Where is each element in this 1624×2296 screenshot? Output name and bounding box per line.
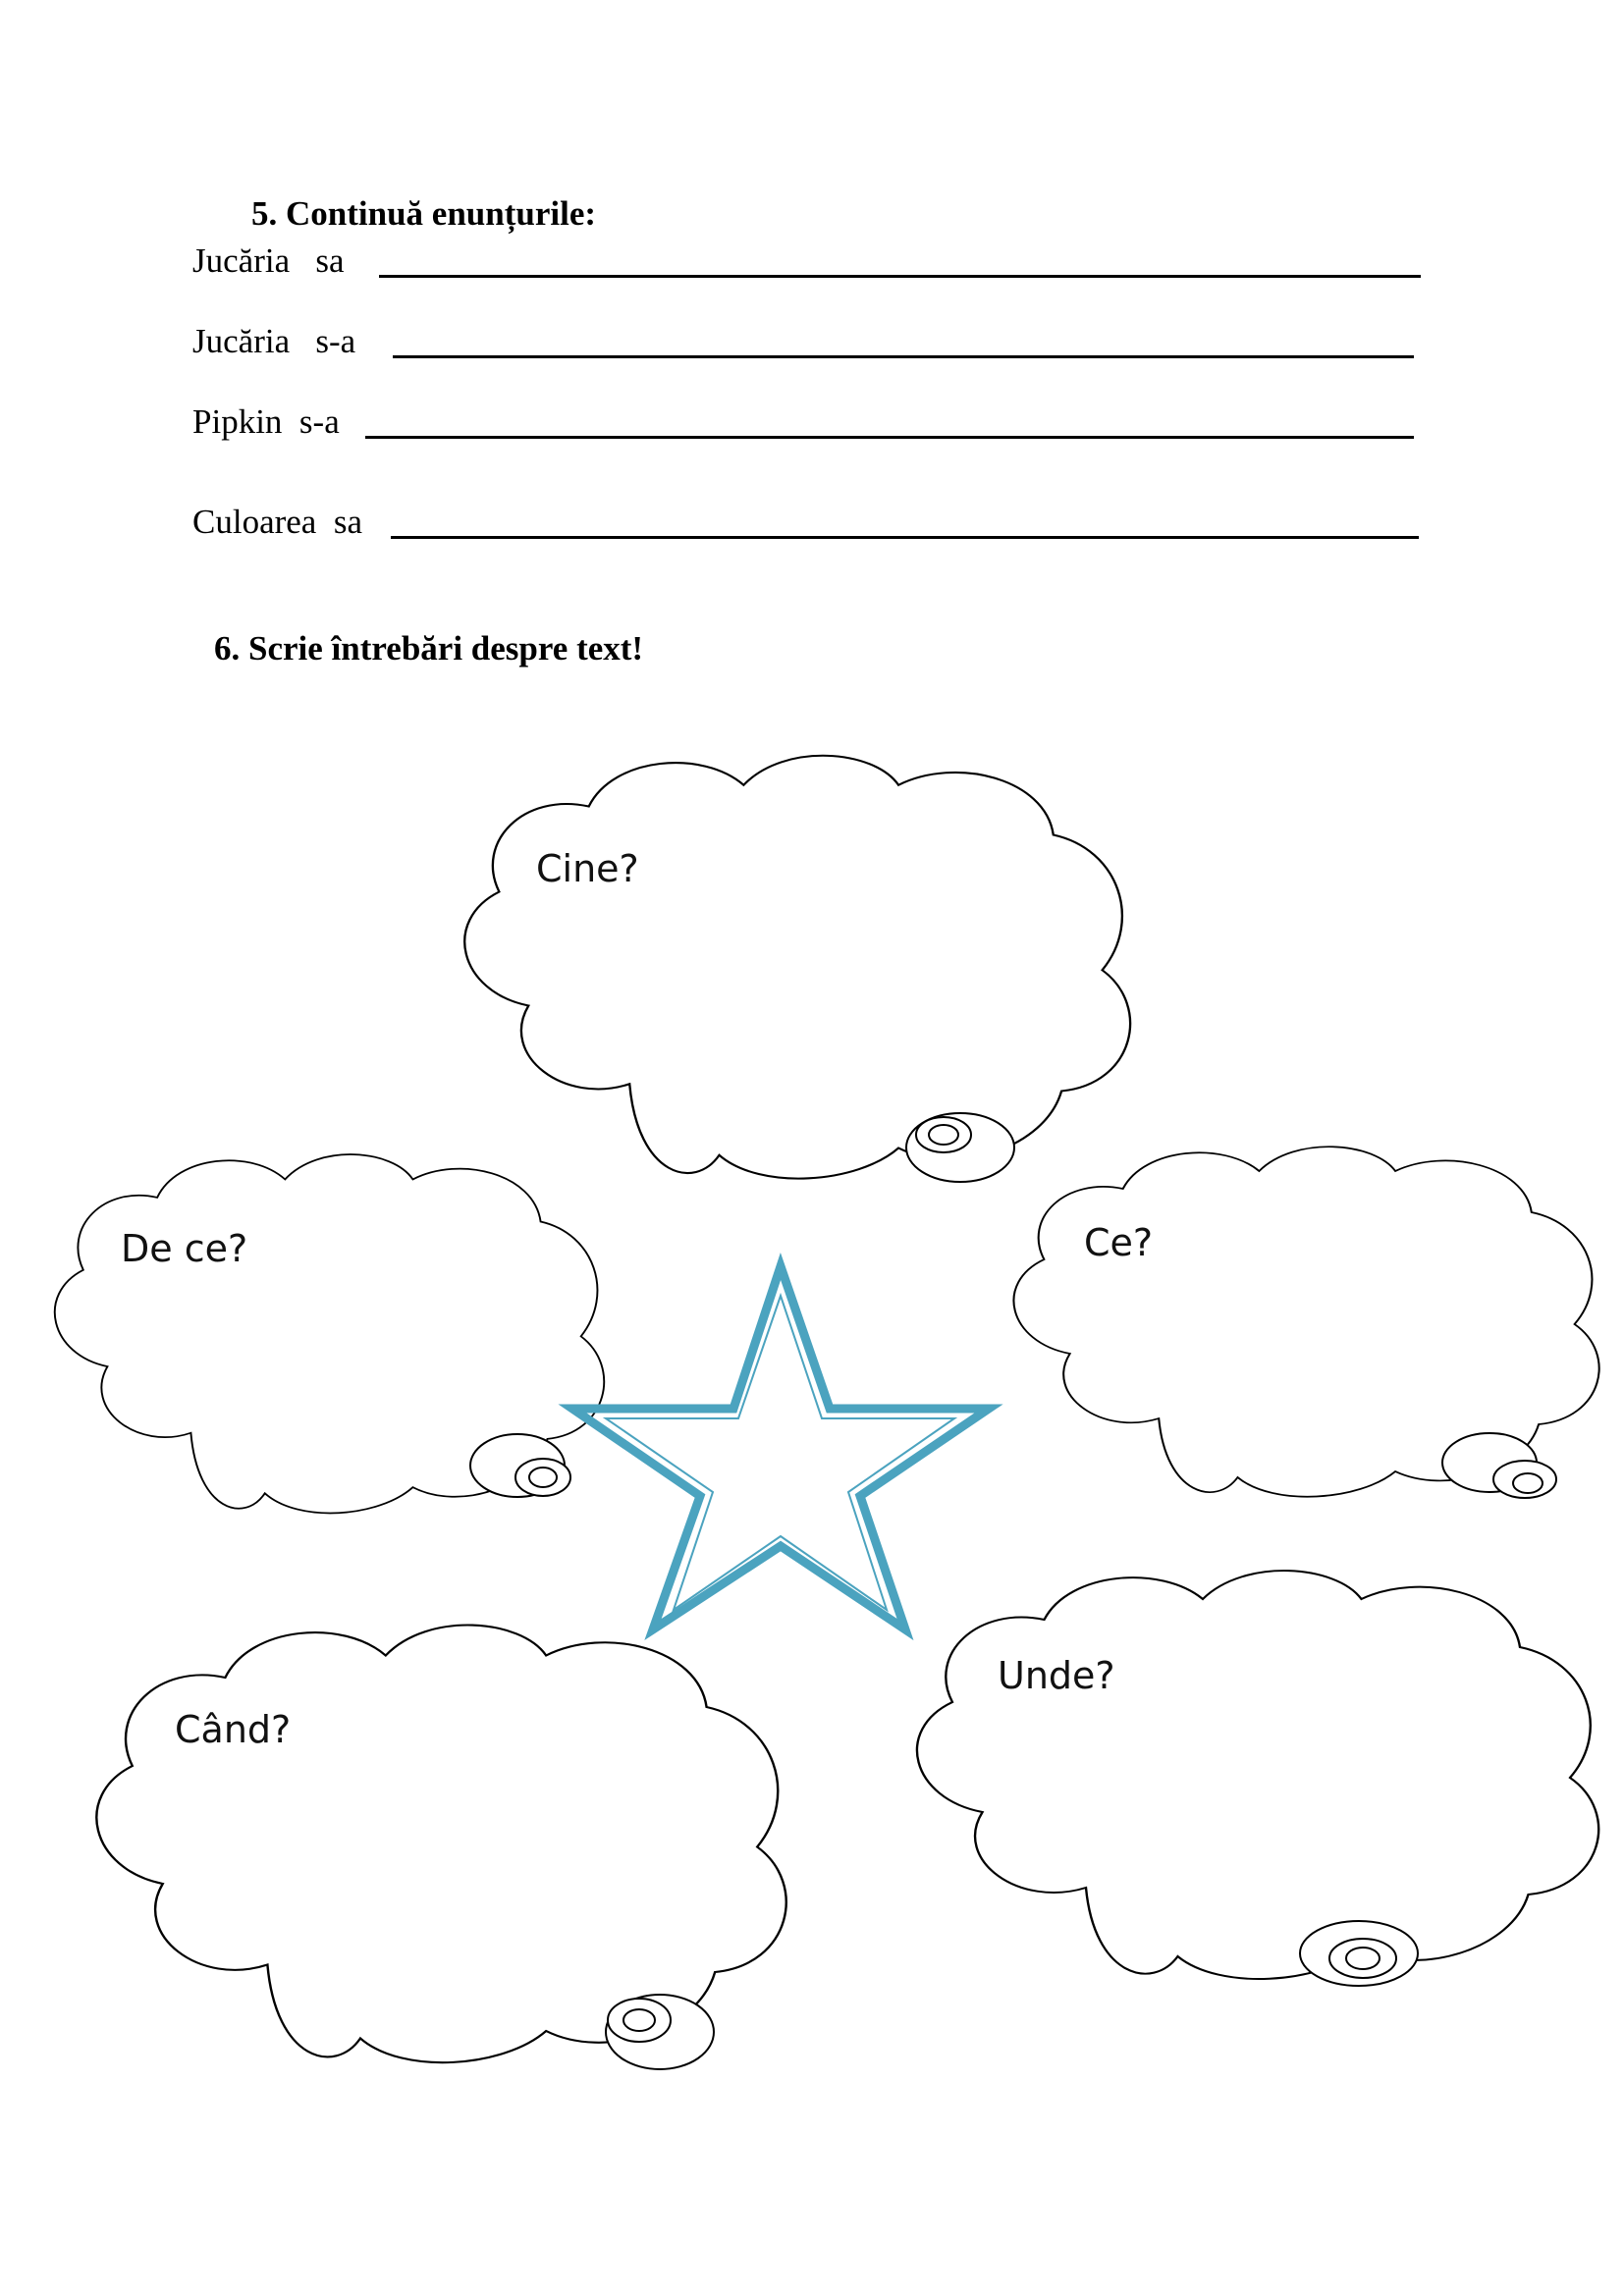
question-cand: Când? [175, 1708, 292, 1751]
thought-cloud-cine [464, 756, 1130, 1182]
exercise-6-title: 6. Scrie întrebări despre text! [214, 629, 644, 667]
thought-bubble-inner [1513, 1473, 1543, 1493]
star-icon [572, 1266, 989, 1629]
thought-bubble-inner [529, 1468, 557, 1487]
exercise-5-title: 5. Continuă enunțurile: [251, 194, 597, 233]
sentence-start: Culoarea sa [192, 503, 362, 541]
thought-cloud-ce [1013, 1147, 1598, 1498]
question-unde: Unde? [998, 1654, 1115, 1697]
question-ce: Ce? [1084, 1221, 1154, 1264]
thought-bubble-inner [929, 1125, 958, 1145]
cloud-outline [464, 756, 1130, 1179]
sentence-start: Pipkin s-a [192, 402, 340, 441]
thought-cloud-de-ce [55, 1154, 604, 1513]
thought-cloud-cand [96, 1625, 785, 2069]
star-outline-outer [572, 1266, 989, 1629]
sentence-start: Jucăria s-a [192, 322, 356, 360]
thought-bubble-inner [623, 2009, 655, 2031]
sentence-start: Jucăria sa [192, 241, 345, 280]
cloud-outline [917, 1571, 1598, 1979]
star-outline-inner [606, 1296, 954, 1610]
question-cine: Cine? [536, 847, 639, 890]
question-de-ce: De ce? [121, 1227, 248, 1270]
cloud-outline [96, 1625, 785, 2062]
thought-bubble-inner [1346, 1948, 1380, 1969]
thought-cloud-unde [917, 1571, 1598, 1986]
